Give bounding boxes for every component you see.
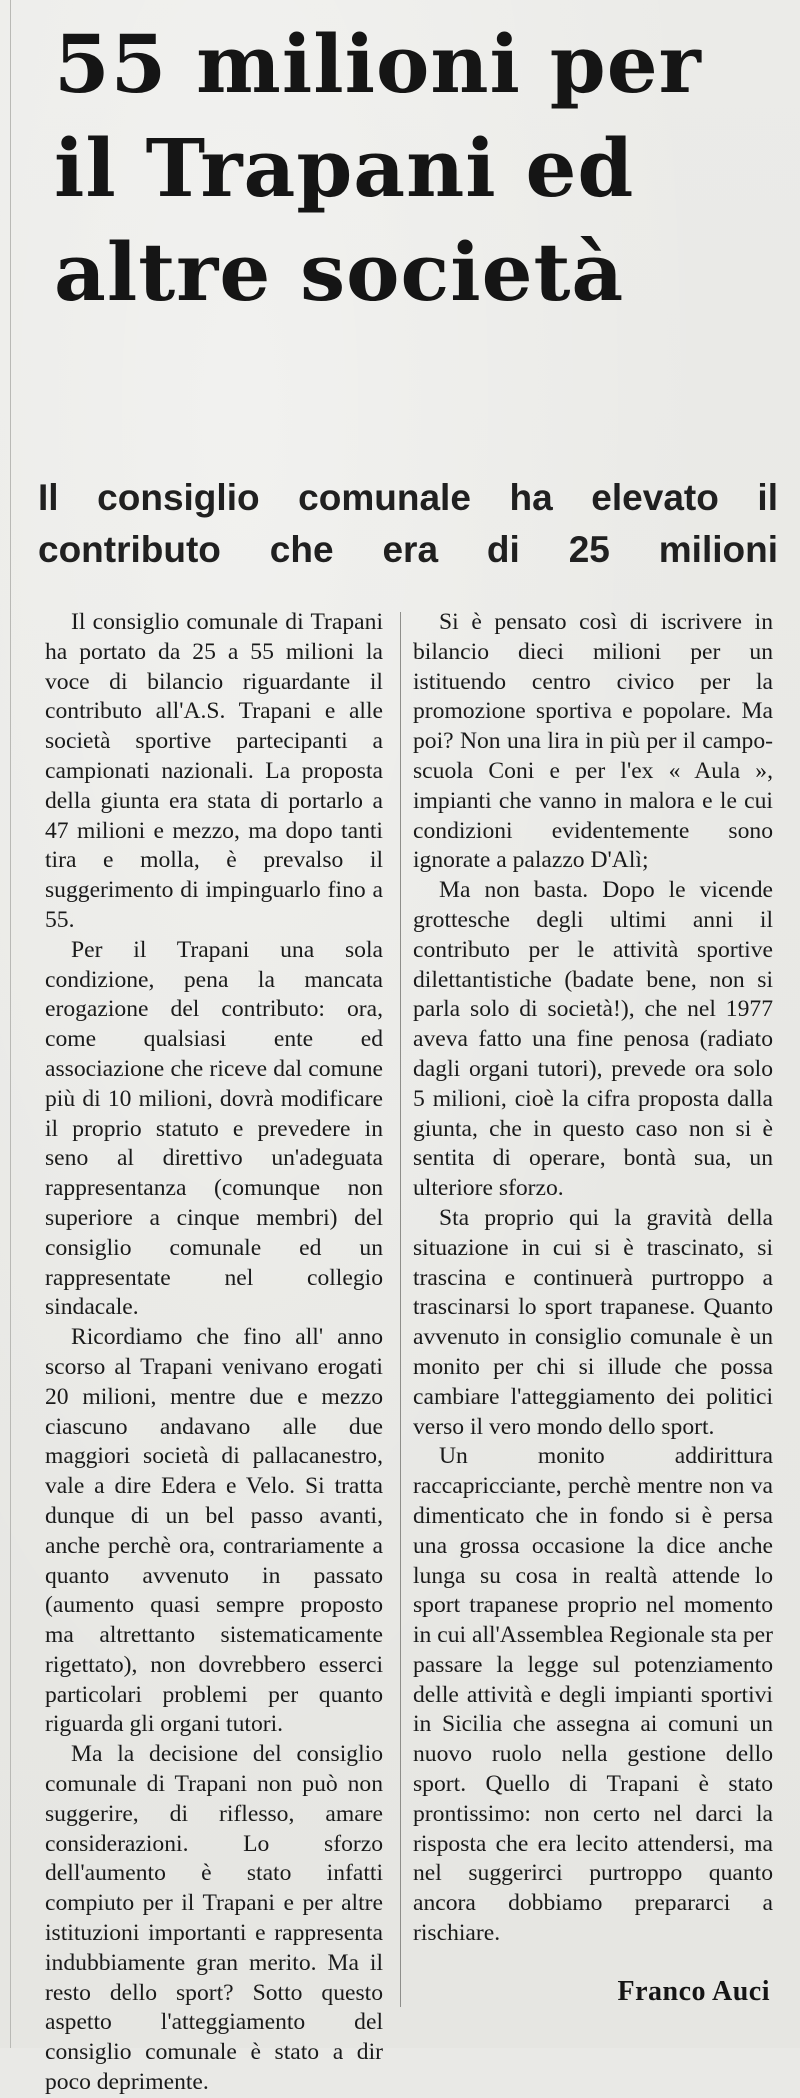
article-column-left	[45, 608, 383, 2098]
column-divider	[400, 612, 401, 2007]
article-paragraph: Il consiglio comunale di Trapani ha portato da 25 a 55 milioni la voce di bilancio riguardante il contributo all'A.S. Trapani e alle società sportive partecipanti a campionati nazionali. La proposta della giunta era stata di portarlo a 47 milioni e mezzo, ma dopo tanti tira e molla, è prevalso il suggerimento di impinguarlo fino a 55.	[45, 609, 383, 933]
article-subheadline: Il consiglio comunale ha elevato il contributo che era di 25 milioni	[38, 477, 778, 570]
article-byline: Franco Auci	[617, 1976, 770, 2007]
article-paragraph: Per il Trapani una sola condizione, pena la mancata erogazione del contributo: ora, come qualsiasi ente ed associazione che riceve dal comune più di 10 milioni, dovrà modificare il proprio statuto e prevedere in seno al direttivo un'adeguata rappresentanza (comunque non superiore a cinque membri) del consiglio comunale ed un rappresentate nel collegio sindacale.	[45, 936, 383, 1321]
article-headline: 55 milioni per il Trapani ed altre società	[54, 17, 702, 319]
article-column-right	[413, 608, 773, 1949]
article-paragraph: Si è pensato così di iscrivere in bilancio dieci milioni per un istituendo centro civico per la promozione sportiva e popolare. Ma poi? Non una lira in più per il campo-scuola Coni e per l'ex « Aula », impianti che vanno in malora e le cui condizioni evidentemente sono ignorate a palazzo D'Alì;	[413, 609, 773, 874]
article-paragraph: Ma non basta. Dopo le vicende grottesche degli ultimi anni il contributo per le attività sportive dilettantistiche (badate bene, non si parla solo di società!), che nel 1977 aveva fatto una fine penosa (radiato dagli organi tutori), prevede ora solo 5 milioni, cioè la cifra proposta dalla giunta, che in questo caso non si è sentita di operare, bontà sua, un ulteriore sforzo.	[413, 877, 773, 1202]
article-paragraph: Sta proprio qui la gravità della situazione in cui si è trascinato, si trascina e continuerà purtroppo a trascinarsi lo sport trapanese. Quanto avvenuto in consiglio comunale è un monito per chi si illude che possa cambiare l'atteggiamento dei politici verso il vero mondo dello sport.	[413, 1204, 773, 1440]
page-edge-rule	[10, 0, 11, 2048]
article-paragraph: Un monito addirittura raccapricciante, perchè mentre non va dimenticato che in fondo si è persa una grossa occasione la dice anche lunga su cosa in realtà attende lo sport trapanese proprio nel momento in cui all'Assemblea Regionale sta per passare la legge sul potenziamento delle attività e degli impianti sportivi in Sicilia che assegna ai comuni un nuovo ruolo nella gestione dello sport. Quello di Trapani è stato prontissimo: non certo nel darci la risposta che era lecito attendersi, ma nel suggerirci purtroppo quanto ancora dobbiamo prepararci a rischiare.	[413, 1443, 774, 1947]
article-paragraph: Ma la decisione del consiglio comunale di Trapani non può non suggerire, di riflesso, amare considerazioni. Lo sforzo dell'aumento è stato infatti compiuto per il Trapani e per altre istituzioni importanti e rappresenta indubbiamente gran merito. Ma il resto dello sport? Sotto questo aspetto l'atteggiamento del consiglio comunale è stato a dir poco deprimente.	[45, 1741, 383, 2096]
article-paragraph: Ricordiamo che fino all' anno scorso al Trapani venivano erogati 20 milioni, mentre due e mezzo ciascuno andavano alle due maggiori società di pallacanestro, vale a dire Edera e Velo. Si tratta dunque di un bel passo avanti, anche perchè ora, contrariamente a quanto avvenuto in passato (aumento quasi sempre proposto ma altrettanto sistematicamente rigettato), non dovrebbero esserci particolari problemi per quanto riguarda gli organi tutori.	[45, 1324, 383, 1738]
